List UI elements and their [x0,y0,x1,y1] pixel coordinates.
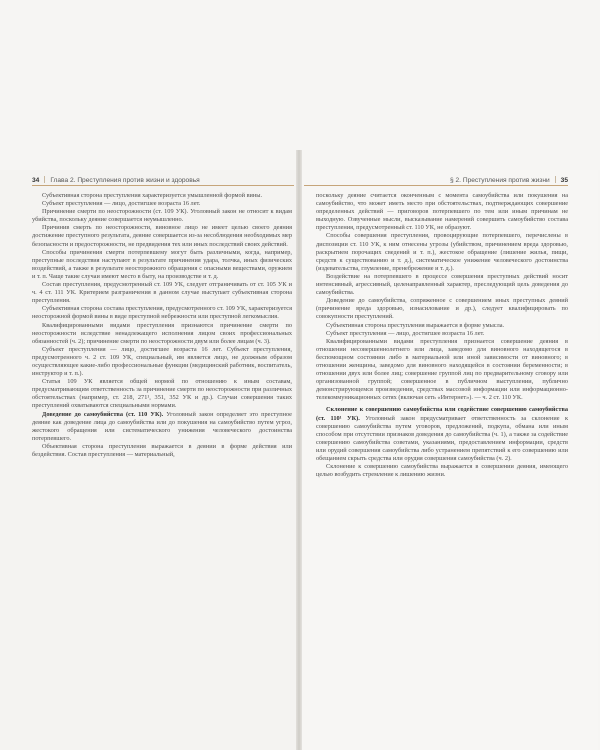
paragraph-text: Состав преступления, предусмотренный ст. 109 УК, следует отграничивать от ст. 105 УК и ч. 4 ст. 111 УК. Критерием разграничения в данном случае выступает субъективная сторона преступления. [32,281,292,305]
paragraph-text: Уголовный закон определяет это преступное деяние как доведение лица до самоубийства или до покушения на самоубийство путем угроз, жестокого обращения или систематического унижения человеческого достоинства потерпевшего. [32,410,292,442]
left-running-head [32,176,292,184]
paragraph [32,224,292,248]
paragraph [316,273,568,297]
paragraph-text: Статья 109 УК является общей нормой по отношению к иным составам, предусматривающим ответственность за причинение смерти по неосторожности при различных обстоятельствах (например, ст. 218, 271¹, 351, 352 УК и др.). Случаи совершения таких преступлений охватываются специальными нормами. [32,378,292,410]
right-header-rule [304,185,568,186]
paragraph [32,305,292,321]
paragraph-text: Доведение до самоубийства, сопряженное с совершением иных преступных деяний (причинение вреда здоровью, изнасилование и др.), следует квалифицировать по совокупности преступлений. [316,297,568,321]
section-heading: Доведение до самоубийства (ст. 110 УК). [42,410,164,418]
paragraph-text: Квалифицированными видами преступления признаются причинение смерти по неосторожности вследствие ненадлежащего исполнения лицом своих профессиональных обязанностей (ч. 2); причинение смерти по неосторожности двум или более лицам (ч. 3). [32,321,292,345]
paragraph [32,281,292,305]
paragraph [316,192,568,232]
paragraph-text: Субъект преступления — лицо, достигшее возраста 16 лет. [326,329,485,337]
right-page-number: 35 [560,177,568,184]
paragraph-text: Причинив смерть по неосторожности, виновное лицо не имеет целью своего деяния достижение преступного результата, деяние совершается из-за несоблюдения необходимых мер безопасности и предосторожности, не предвидения тех или иных последствий своих действий. [32,224,292,248]
paragraph-text: Квалифицированными видами преступления признается совершение деяния в отношении несовершеннолетнего или лица, заведомо для виновного находящегося в беспомощном состоянии либо в материальной или иной зависимости от виновного; в отношении женщины, заведомо для виновного находящейся в состоянии беременности; в отношении двух или более лиц; совершение группой лиц по предварительному сговору или организованной группой; совершенное в публичном выступлении, публично демонстрирующемся произведении, средствах массовой информации или информационно-телекоммуникационных сетях (включая сеть «Интернет»). — ч. 2 ст. 110 УК. [316,337,568,402]
header-separator [44,176,45,183]
paragraph-text: Объективная сторона преступления выражается в деянии в форме действия или бездействия. Состав преступления — материальный, [32,442,292,458]
paragraph-text: Склонение к совершению самоубийства выражается в совершении деяния, имеющего целью возбудить стремление к лишению жизни. [316,463,568,479]
left-page-number: 34 [32,177,40,184]
paragraph-text: поскольку деяние считается оконченным с момента самоубийства или покушения на самоубийство, что может иметь место при обстоятельствах, подтверждающих совершение определенных действий — приговоров потерпевшего по тем или иным причинам не выходную. Озвученные мысли, высказывание намерений совершить самоубийство состава преступления, предусмотренный ст. 110 УК, не образуют. [316,192,568,232]
right-running-head [450,176,568,184]
right-page-body [316,192,568,479]
left-header-rule [32,185,294,186]
paragraph [316,297,568,321]
paragraph [316,322,568,330]
paragraph [316,232,568,272]
right-page [302,170,598,750]
left-chapter-title: Глава 2. Преступления против жизни и здоровья [50,177,200,184]
paragraph-text: Уголовный закон предусматривает ответственность за склонение к совершению самоубийства путем уговоров, предложений, подкупа, обмана или иным способом при отсутствии признаков доведения до самоубийства (ч. 1), а также за содействие совершению самоубийства советами, указаниями, предоставлением информации, средств или орудий совершения самоубийства либо устранением препятствий к его совершению или обещанием скрыть средства или орудия совершения самоубийства (ч. 2). [316,414,569,462]
paragraph-text: Субъект преступления — лицо, достигшее возраста 16 лет. Субъект преступления, предусмотренного ч. 2 ст. 109 УК, специальный, им является лицо, не должным образом осуществляющее какие-либо профессиональные функции (медицинский работник, воспитатель, инструктор и т. п.). [32,345,292,378]
paragraph [32,378,292,410]
paragraph-text: Способы совершения преступления, провоцирующие потерпевшего, перечислены в диспозиции ст. 110 УК, к ним отнесены угрозы (убийством, причинением вреда здоровью, раскрытием порочащих сведений и т. п.), жестокое обращение (лишение жилья, пищи, средств к существованию и т. д.), систематическое унижение человеческого достоинства (издевательства, глумление, пренебрежение и т. д.). [316,232,568,272]
paragraph [32,322,292,346]
paragraph [316,338,568,403]
paragraph-text: Субъект преступления — лицо, достигшее возраста 16 лет. [42,200,201,208]
paragraph [316,330,568,338]
paragraph-text: Способы причинения смерти потерпевшему могут быть различными, когда, например, преступные последствия наступают в результате причинения удара, толчка, иных физических воздействий, а также в результате неосторожного обращения с опасными веществами, оружием и т. п. Чаще такие случаи имеют место в быту, на производстве и т. д. [32,248,292,280]
paragraph [32,200,292,208]
paragraph [32,346,292,378]
left-page-body [32,192,292,459]
paragraph [32,443,292,459]
left-page [0,170,296,750]
paragraph [32,192,292,200]
paragraph [316,406,568,463]
paragraph-text: Субъективная сторона преступления характеризуется умышленной формой вины. [42,192,263,199]
paragraph [32,411,292,443]
section-heading: Склонение к совершению самоубийства или содействие совершению самоубийства (ст. 110¹ УК). [316,406,568,422]
paragraph-text: Субъективная сторона преступления выражается в форме умысла. [326,321,505,329]
paragraph [316,463,568,479]
header-separator [555,176,556,183]
paragraph [32,249,292,281]
paragraph [32,208,292,224]
paragraph-text: Причинение смерти по неосторожности (ст. 109 УК). Уголовный закон не относит к видам убийства, поскольку деяние совершается неумышленно. [32,208,292,224]
paragraph-text: Воздействие на потерпевшего в процессе совершения преступных действий носит интенсивный, агрессивный, целенаправленный характер, преследующий цель доведения до самоубийства. [316,272,568,297]
right-section-title: § 2. Преступления против жизни [450,177,550,184]
paragraph-text: Субъективная сторона состава преступления, предусмотренного ст. 109 УК, характеризуется неосторожной формой вины в виде преступной небрежности или преступной легкомыслия. [32,305,292,321]
